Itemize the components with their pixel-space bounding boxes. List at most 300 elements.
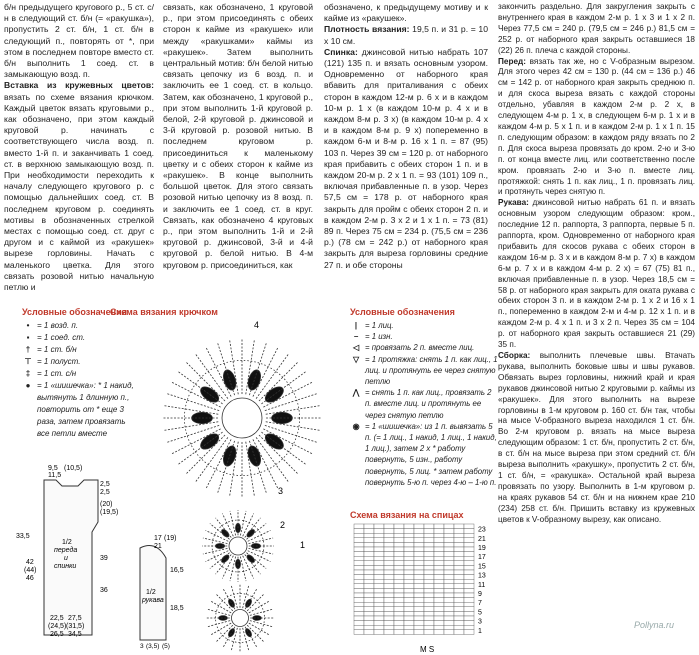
legend2-item: [350, 354, 498, 388]
knit-cell: [394, 524, 404, 529]
knit-cell: [384, 579, 394, 584]
knit-cell: [464, 552, 474, 557]
knit-row-label: 13: [478, 572, 486, 580]
knit-cell: [454, 575, 464, 580]
knit-cell: [394, 607, 404, 612]
text-column-4: [498, 2, 695, 526]
knit-cell: [394, 565, 404, 570]
pf-h-top: 2,5: [100, 481, 110, 488]
pf-h3: (44): [24, 567, 37, 574]
knit-cell: [454, 588, 464, 593]
knit-cell: [384, 584, 394, 589]
knit-cell: [444, 625, 454, 630]
knit-cell: [454, 579, 464, 584]
legend1-item: [22, 320, 140, 332]
knit-cell: [434, 561, 444, 566]
knit-row-label: 23: [478, 526, 486, 534]
legend-knit-title: Условные обозначения: [350, 307, 455, 317]
knit-cell: [394, 593, 404, 598]
knit-cell: [424, 579, 434, 584]
knit-chart-footer: M S: [420, 645, 435, 654]
legend1-symbol: ●: [25, 381, 31, 390]
knit-cell: [424, 533, 434, 538]
stitch-spoke: [249, 601, 270, 613]
col2-p1: связать, как обозначено, 1 круговой р., при этом присоединять с обеих сторон к кайме из «ракушек» или между «ракушками» каймы из «ракушек». Затем выполнить центральный мотив: б/н белой нитью связать цепочку из 6 возд. п. и заключить ее 1 соед. ст. в кольцо. Затем, как обозначено, 1 круговой р., при этом выполнить 1-й круговой р. белой, 2-й круговой р. джинсовой и 3-й круговой р. розовой нитью. В последнем круговом р. присоединиться к маленькому цветку и с обеих сторон к кайме из «ракушек». В конце выполнить большой цветок. Для этого связать розовой нитью цепочку из 8 возд. п. и заключить ее 1 соед. ст. в круг. Связать, как обозначено 4 круговых р., при этом выполнить 1-й и 2-й круговой р. джинсовой, 3-й и 4-й круговой р. белой нитью. В 4-м круговом р. присоединиться, как: [163, 2, 313, 270]
knit-cell: [454, 630, 464, 635]
legend2-symbol: −: [353, 332, 359, 342]
knit-cell: [354, 602, 364, 607]
pf-h2: 42: [26, 559, 34, 566]
knit-cell: [414, 552, 424, 557]
legend1-text: = 1 соед. ст.: [37, 333, 86, 342]
knit-row-label: 9: [478, 591, 482, 598]
watermark: Pollyna.ru: [634, 620, 675, 630]
legend2-symbol: |: [354, 321, 358, 330]
legend2-text: = 1 изн.: [365, 332, 393, 342]
legend2-item: [350, 342, 498, 353]
knit-cell: [404, 533, 414, 538]
legend1-symbol: †: [25, 345, 31, 354]
knit-cell: [444, 602, 454, 607]
knit-cell: [354, 621, 364, 626]
knit-cell: [454, 616, 464, 621]
legend2-symbol: ◁: [353, 343, 359, 353]
assembly-title: Сборка:: [498, 351, 531, 360]
col1-inset-text: вязать по схеме вязания крючком. Каждый цветок вязать круговыми р., как обозначено, при этом каждый круговой р. начинать с соответствующего числа возд. п. вместо 1-й п. и заканчивать 1 соед. ст. в верхнюю замыкающую возд. п. При необходимости переходить к началу следующего кругового р. с помощью дальнейших соед. ст. В последнем круговом р. соединять мотивы в обозначенных стрелкой местах с помощью соед. ст. друг с другом и с каймой из «ракушек» вырезе горловины. Начать с маленького цветка. Для этого связать розовой нитью начальную петлю и: [4, 91, 154, 293]
knit-cell: [454, 598, 464, 603]
knit-cell: [364, 602, 374, 607]
knit-cell: [424, 524, 434, 529]
knit-cell: [354, 533, 364, 538]
col1-inset-title: Вставка из кружевных цветов:: [4, 80, 154, 91]
knit-cell: [374, 593, 384, 598]
knit-cell: [464, 524, 474, 529]
knit-cell: [364, 529, 374, 534]
knit-cell: [394, 611, 404, 616]
legend1-item: [22, 356, 140, 368]
knit-cell: [364, 588, 374, 593]
knit-cell: [424, 616, 434, 621]
motif-center-ring: [229, 537, 247, 555]
knit-cell: [404, 602, 414, 607]
gauge-title: Плотность вязания:: [324, 24, 410, 35]
legend1-item: [22, 332, 140, 344]
knit-cell: [374, 561, 384, 566]
knit-cell: [444, 584, 454, 589]
bobble-stitch: [244, 598, 253, 608]
knit-row-label: 17: [478, 554, 486, 562]
knit-cell: [404, 607, 414, 612]
knit-cell: [454, 552, 464, 557]
knit-cell: [384, 598, 394, 603]
stitch-spoke: [163, 405, 218, 414]
knit-cell: [424, 529, 434, 534]
knit-cell: [364, 533, 374, 538]
knit-cell: [454, 611, 464, 616]
knit-cell: [454, 570, 464, 575]
knit-cell: [414, 570, 424, 575]
knit-cell: [454, 593, 464, 598]
legend2-text: = 1 протяжка: снять 1 п. как лиц., 1 лиц. и протянуть ее через снятую петлю: [365, 354, 498, 387]
knit-chart: [350, 522, 500, 655]
legend1-item: [22, 368, 140, 380]
legend1-text: = 1 ст. с/н: [37, 369, 77, 378]
knit-cell: [384, 529, 394, 534]
knit-cell: [424, 625, 434, 630]
knit-cell: [444, 533, 454, 538]
knit-cell: [424, 552, 434, 557]
knit-cell: [424, 607, 434, 612]
knit-cell: [374, 533, 384, 538]
legend2-text: = провязать 2 п. вместе лиц.: [365, 343, 475, 353]
knit-cell: [404, 529, 414, 534]
knit-cell: [444, 598, 454, 603]
knit-cell: [424, 602, 434, 607]
pf-w-top1: 9,5: [48, 465, 58, 472]
knit-cell: [454, 561, 464, 566]
bobble-stitch: [246, 554, 256, 564]
col4-p1: закончить раздельно. Для закругления закрыть с внутреннего края в каждом 2-м р. 1 x 3 и 1 x 2 п. Через 77,5 см = 240 р. (79,5 см = 246 р.) 81,5 см = 252 р. от наборного края закрыть оставшиеся 18 (22) 26 п. плеча с каждой стороны.: [498, 2, 695, 55]
knit-cell: [364, 542, 374, 547]
knit-cell: [384, 611, 394, 616]
ps-label2: рукава: [142, 597, 164, 604]
knit-cell: [384, 524, 394, 529]
legend1-symbol: ▪: [26, 333, 30, 342]
knit-cell: [434, 611, 444, 616]
legend2-item: [350, 421, 498, 488]
knit-cell: [374, 565, 384, 570]
knit-cell: [414, 533, 424, 538]
knit-cell: [434, 547, 444, 552]
knit-cell: [464, 602, 474, 607]
knit-cell: [434, 630, 444, 635]
knit-cell: [434, 529, 444, 534]
knit-cell: [464, 547, 474, 552]
knit-cell: [374, 570, 384, 575]
knit-cell: [404, 593, 414, 598]
knit-cell: [384, 575, 394, 580]
knit-cell: [354, 579, 364, 584]
knit-cell: [364, 621, 374, 626]
ps-w-top2: (19): [164, 535, 177, 542]
knit-cell: [464, 556, 474, 561]
knit-cell: [354, 538, 364, 543]
knit-cell: [354, 588, 364, 593]
knit-cell: [384, 625, 394, 630]
knit-cell: [354, 547, 364, 552]
knit-cell: [444, 593, 454, 598]
knit-cell: [424, 588, 434, 593]
knit-cell: [374, 616, 384, 621]
knit-cell: [454, 625, 464, 630]
text-column-3: [324, 2, 488, 271]
knit-cell: [394, 556, 404, 561]
knit-cell: [424, 584, 434, 589]
knit-cell: [404, 524, 414, 529]
knit-cell: [384, 538, 394, 543]
knit-cell: [444, 542, 454, 547]
assembly-text: выполнить плечевые швы. Втачать рукава, выполнить боковые швы и швы рукавов. Обвязать вырез горловины, нижний край и края рукавов джинсовой нитью 2 круговыми р. каймы из «ракушек». Для этого выполнить на вырезе горловины в 1-м круговом р. 160 ст. б/н так, чтобы на мысе V-образного выреза находился 1 ст. б/н. Во 2-м круговом р. вязать на мысе выреза следующим образом: 1 ст. б/н, пропустить 2 ст. б/н, в ст. б/н на мысе выреза при этом средний ст. б/н выреза выполнить «ракушку», пропустить 2 ст. б/н, 1 ст. б/н, = «ракушка». Остальной край выреза провязать по узору. Выполнить в 1-м круговом р. на краях рукавов 54 ст. б/н и на нижнем крае 210 (234) 258 ст. б/н. Пришить вставку из кружевных цветов к V-образному вырезу, как описано.: [498, 351, 695, 524]
knit-cell: [464, 575, 474, 580]
knit-cell: [384, 621, 394, 626]
knit-cell: [444, 611, 454, 616]
knit-cell: [434, 607, 444, 612]
knit-cell: [444, 630, 454, 635]
legend2-text: = 1 «шишечка»: из 1 п. вывязать 5 п. (= 1 лиц., 1 накид, 1 лиц., 1 накид, 1 лиц.), затем 2 x * работу повернуть, 5 изн., работу повернуть, 5 лиц. * затем работу повернуть 5-ю п. через 4-ю – 1-ю п.: [365, 421, 497, 487]
knit-cell: [394, 570, 404, 575]
knit-cell: [384, 630, 394, 635]
knit-cell: [354, 552, 364, 557]
knit-cell: [394, 602, 404, 607]
knit-row-label: 11: [478, 581, 486, 589]
knit-cell: [464, 607, 474, 612]
knit-chart-title: Схема вязания на спицах: [350, 510, 464, 520]
stitch-spoke: [211, 601, 232, 613]
knit-cell: [464, 598, 474, 603]
knit-cell: [354, 524, 364, 529]
stitch-spoke: [249, 623, 270, 635]
knit-cell: [414, 547, 424, 552]
text-column-1: [4, 2, 154, 293]
legend1-symbol: •: [26, 321, 30, 330]
ps-w-top3: 21: [154, 543, 162, 550]
pf-w-bot5: (31,5): [66, 623, 85, 630]
knit-cell: [394, 561, 404, 566]
knit-cell: [464, 625, 474, 630]
knit-cell: [364, 556, 374, 561]
knit-cell: [404, 575, 414, 580]
knit-cell: [454, 584, 464, 589]
knit-cell: [404, 538, 414, 543]
knit-cell: [404, 625, 414, 630]
stitch-spoke: [266, 405, 321, 414]
knit-cell: [464, 579, 474, 584]
knit-cell: [384, 565, 394, 570]
knit-cell: [364, 579, 374, 584]
knit-cell: [384, 588, 394, 593]
pf-w-bot4: 27,5: [68, 615, 82, 622]
legend-crochet-title: Условные обозначения: [22, 307, 127, 317]
knit-cell: [434, 538, 444, 543]
knit-cell: [434, 588, 444, 593]
knit-cell: [384, 607, 394, 612]
knit-cell: [444, 524, 454, 529]
knit-cell: [444, 565, 454, 570]
knit-cell: [414, 602, 424, 607]
knit-cell: [364, 575, 374, 580]
knit-cell: [364, 524, 374, 529]
knit-cell: [384, 542, 394, 547]
pf-shoulder: 2,5: [100, 489, 110, 496]
legend2-item: [350, 387, 498, 421]
knit-cell: [394, 630, 404, 635]
bobble-stitch: [220, 554, 230, 564]
pf-w-bot2: (24,5): [48, 623, 67, 630]
legend-crochet: [22, 320, 140, 440]
knit-cell: [444, 547, 454, 552]
knit-cell: [394, 579, 404, 584]
knit-cell: [434, 593, 444, 598]
sleeves-text: джинсовой нитью набрать 61 п. и вязать основным узором следующим образом: кром., последние 12 п. раппорта, 3 раппорта, первые 5 п. раппорта, кром. Одновременно от наборного края прибавить для скосов рукава с обеих сторон в каждом 16-м р. 3 x и в каждом 8-м р. 7 x) в каждом 6-м р. 7 x и в каждом 4-м р. 2 x) = 67 (75) 81 п., включая прибавленные п. в узор. Через 18,5 см = 58 р. от наборного края закрыть для оката рукава с обеих сторон 3 п. и в каждом 2-м р. 1 x 2 и 16 x 1 п., попеременно в каждом 2-м и 4-м р. 12 x 1 п. и в каждом 2-м р. 4 x 1 п. и 3 x 2 п. Через 35 см = 104 р. от наборного края закрыть оставшиеся 21 (29) 35 п.: [498, 198, 695, 350]
pf-label1: 1/2: [62, 539, 72, 546]
knit-cell: [364, 598, 374, 603]
knit-cell: [454, 602, 464, 607]
knit-cell: [404, 561, 414, 566]
knit-cell: [374, 607, 384, 612]
knit-cell: [374, 542, 384, 547]
knit-cell: [394, 584, 404, 589]
col1-p1: б/н предыдущего кругового р., 5 ст. с/н в следующий ст. б/н (= «ракушка»), пропустить 2 ст. б/н, 1 ст. б/н в следующий п., повторять от *, при этом в последнем повторе вместо ст. б/н выполнить 1 соед. ст. в замыкающую возд. п.: [4, 2, 154, 80]
pf-h5: 39: [100, 555, 108, 562]
knit-cell: [464, 616, 474, 621]
knit-cell: [414, 598, 424, 603]
ps-h1: 16,5: [170, 567, 184, 574]
knit-cell: [374, 552, 384, 557]
ps-w-top: 17: [154, 535, 162, 542]
knit-cell: [394, 529, 404, 534]
knit-cell: [414, 593, 424, 598]
knit-cell: [454, 542, 464, 547]
knit-cell: [364, 625, 374, 630]
knit-cell: [434, 542, 444, 547]
knit-cell: [444, 552, 454, 557]
knit-cell: [364, 593, 374, 598]
knit-cell: [394, 533, 404, 538]
knit-cell: [404, 552, 414, 557]
knit-cell: [364, 547, 374, 552]
knit-cell: [434, 565, 444, 570]
knit-cell: [424, 593, 434, 598]
knit-cell: [364, 538, 374, 543]
knit-cell: [454, 533, 464, 538]
knit-cell: [414, 561, 424, 566]
knit-cell: [394, 588, 404, 593]
knit-cell: [374, 547, 384, 552]
knit-cell: [414, 524, 424, 529]
knit-cell: [404, 588, 414, 593]
knit-cell: [374, 575, 384, 580]
knit-cell: [464, 611, 474, 616]
legend2-item: [350, 320, 498, 331]
knit-cell: [374, 584, 384, 589]
ps-w-bot3: (5): [162, 643, 170, 650]
knit-row-label: 21: [478, 535, 486, 543]
knit-cell: [444, 575, 454, 580]
pf-h4: 46: [26, 575, 34, 582]
knit-cell: [354, 575, 364, 580]
bobble-stitch: [244, 628, 253, 638]
knit-cell: [404, 570, 414, 575]
knit-cell: [434, 552, 444, 557]
knit-cell: [374, 529, 384, 534]
knit-cell: [444, 616, 454, 621]
bobble-stitch: [227, 598, 236, 608]
legend1-item: [22, 344, 140, 356]
knit-cell: [394, 542, 404, 547]
knit-cell: [444, 538, 454, 543]
col3-p1: обозначено, к предыдущему мотиву и к кайме из «ракушек».: [324, 2, 488, 24]
stitch-spoke: [266, 422, 321, 431]
pf-w-bot1: 22,5: [50, 615, 64, 622]
knit-cell: [454, 565, 464, 570]
knit-cell: [444, 607, 454, 612]
knit-cell: [424, 575, 434, 580]
knit-cell: [424, 561, 434, 566]
knit-cell: [434, 625, 444, 630]
knit-cell: [454, 621, 464, 626]
pf-w-bot6: 34,5: [68, 631, 82, 638]
pattern-sleeve: [112, 530, 192, 655]
text-column-2: [163, 2, 313, 271]
knit-cell: [374, 538, 384, 543]
pf-label3: и: [64, 555, 68, 562]
knit-cell: [384, 616, 394, 621]
knit-cell: [384, 602, 394, 607]
knit-cell: [404, 584, 414, 589]
knit-cell: [434, 533, 444, 538]
legend1-text: = 1 возд. п.: [37, 321, 79, 330]
pf-w-bot3: 26,5: [50, 631, 64, 638]
knit-row-label: 19: [478, 545, 486, 552]
knit-cell: [414, 579, 424, 584]
knit-cell: [424, 538, 434, 543]
knit-cell: [354, 616, 364, 621]
pf-w-mid2: (19,5): [100, 509, 119, 516]
knit-cell: [354, 598, 364, 603]
bobble-stitch: [246, 528, 256, 538]
knit-cell: [384, 547, 394, 552]
ps-label1: 1/2: [146, 589, 156, 596]
crochet-round-label-3: 3: [278, 486, 284, 496]
knit-cell: [444, 570, 454, 575]
knit-cell: [414, 588, 424, 593]
pattern-front-back: [4, 460, 119, 655]
knit-cell: [464, 621, 474, 626]
knit-cell: [444, 556, 454, 561]
knit-cell: [464, 584, 474, 589]
knit-cell: [414, 607, 424, 612]
knit-cell: [374, 621, 384, 626]
knit-cell: [464, 542, 474, 547]
knit-cell: [364, 616, 374, 621]
legend2-symbol: ⋀: [352, 388, 360, 398]
knit-cell: [464, 529, 474, 534]
legend2-symbol: ▽: [353, 354, 359, 364]
knit-cell: [394, 552, 404, 557]
knit-cell: [404, 630, 414, 635]
knit-cell: [454, 529, 464, 534]
knit-cell: [354, 556, 364, 561]
knit-cell: [464, 565, 474, 570]
ps-h2: 18,5: [170, 605, 184, 612]
knit-cell: [364, 570, 374, 575]
legend1-text: = 1 ст. б/н: [37, 345, 77, 354]
knit-cell: [414, 584, 424, 589]
knit-cell: [424, 598, 434, 603]
legend1-text: = 1 «шишечка»: * 1 накид, вытянуть 1 длинную п., повторить от * еще 3 раза, затем провязать все петли вместе: [37, 381, 134, 438]
knit-cell: [374, 556, 384, 561]
knit-cell: [394, 575, 404, 580]
knit-cell: [374, 611, 384, 616]
front-title: Перед:: [498, 56, 526, 66]
knit-cell: [354, 561, 364, 566]
back-text: джинсовой нитью набрать 107 (121) 135 п. и вязать основным узором. Одновременно от наборного края вбавить для приталивания с обеих сторон в каждом 12-м р. 6 x и в каждом 10-м р. 1 x (в каждом 10-м р. 4 x и в каждом 8-м р. 3 x) (в каждом 10-м р. 4 x и в каждом 8-м р. 9 x) попеременно в каждом 6-м и 8-м р. 16 x 1 п. = 87 (95) 103 п. Через 39 см = 120 р. от наборного края прибавить с обеих сторон 1 п. и в каждом 20-м р. 2 x 1 п. = 93 (101) 109 п., включая прибавленные п. в узор. Через 57,5 см = 178 р. от наборного края закрыть для пройм с обеих сторон 2 п. и в каждом 2-м р. 3 x 2 и 1 x 1 п. = 73 (81) 89 п. Через 75 см = 234 р. (75,5 см = 236 р.) (78 см = 242 р.) от наборного края закрыть для выреза горловины средние 27 п. и обе стороны: [324, 46, 488, 270]
knit-cell: [354, 611, 364, 616]
knit-cell: [384, 593, 394, 598]
knit-cell: [394, 621, 404, 626]
knit-cell: [454, 607, 464, 612]
knit-cell: [424, 621, 434, 626]
